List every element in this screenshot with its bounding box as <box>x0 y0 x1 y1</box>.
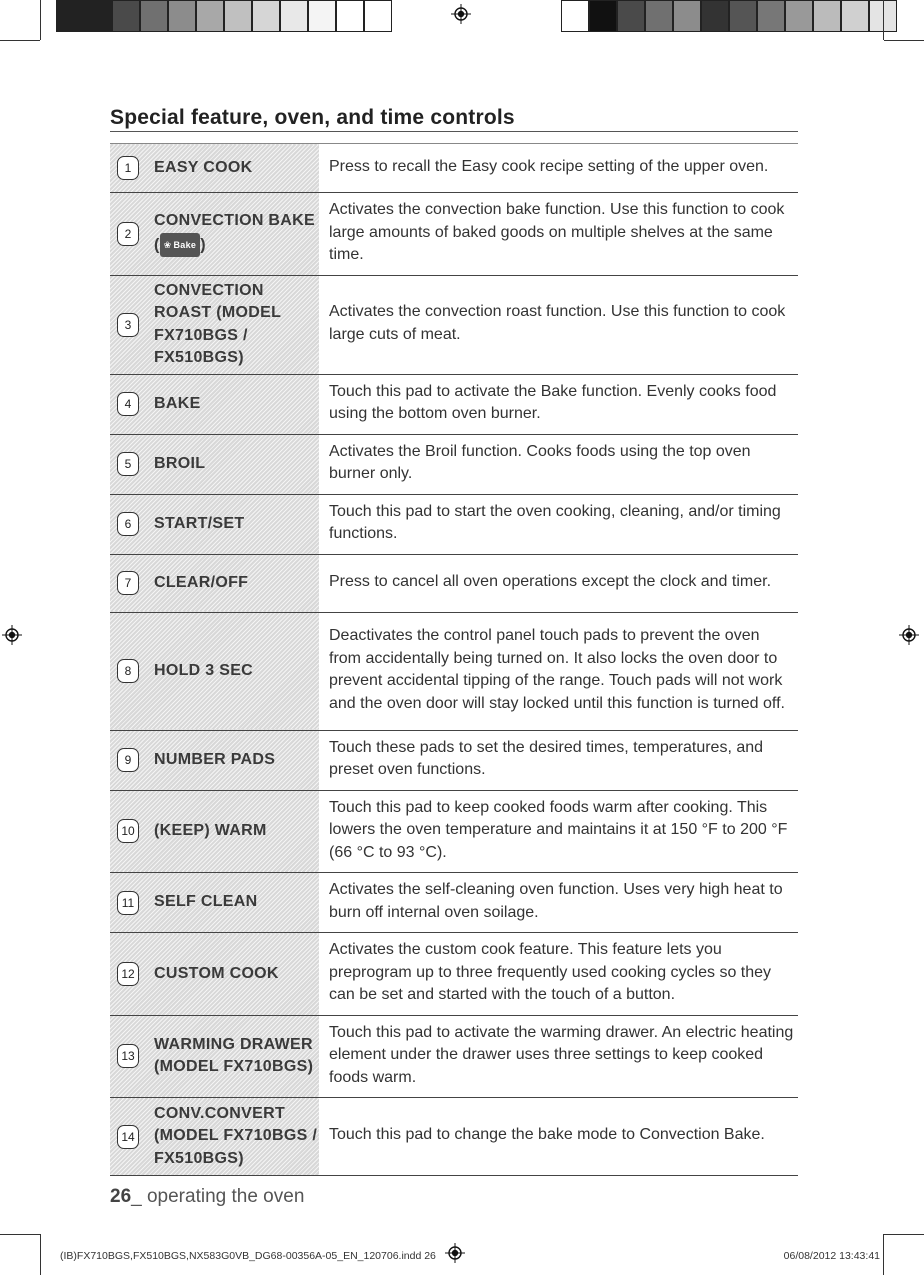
table-row <box>110 612 798 730</box>
control-key <box>110 494 319 554</box>
callout-number: 9 <box>117 748 139 772</box>
color-swatch <box>757 0 785 32</box>
control-label: BAKE <box>154 394 201 412</box>
crop-mark <box>884 40 924 41</box>
control-description: Activates the convection bake function. Use this function to cook large amounts of baked goods on multiple shelves at the same time. <box>319 193 798 276</box>
control-label: CLEAR/OFF <box>154 573 249 591</box>
control-description: Press to recall the Easy cook recipe setting of the upper oven. <box>319 144 798 193</box>
color-swatch <box>336 0 364 32</box>
registration-mark-icon <box>445 1243 465 1263</box>
page-footer <box>110 1186 304 1208</box>
color-swatch <box>168 0 196 32</box>
crop-mark <box>0 1234 40 1235</box>
control-key <box>110 730 319 790</box>
table-row <box>110 275 798 374</box>
callout-number: 3 <box>117 313 139 337</box>
control-label: CONVECTION ROAST (MODEL FX710BGS / FX510BGS) <box>154 281 281 366</box>
crop-mark <box>884 1234 924 1235</box>
color-swatch <box>112 0 140 32</box>
callout-number: 6 <box>117 512 139 536</box>
control-description: Activates the custom cook feature. This feature lets you preprogram up to three frequently used cooking cycles so they can be set and started with the touch of a button. <box>319 933 798 1016</box>
fan-icon: ❀ <box>163 239 172 250</box>
control-label: EASY COOK <box>154 158 253 176</box>
color-swatch <box>196 0 224 32</box>
color-swatch <box>561 0 589 32</box>
table-row <box>110 144 798 193</box>
color-swatch <box>84 0 112 32</box>
control-label: CONV.CONVERT (MODEL FX710BGS / FX510BGS) <box>154 1104 318 1167</box>
color-swatch <box>701 0 729 32</box>
feature-table <box>110 143 798 1176</box>
control-description: Touch this pad to start the oven cooking, cleaning, and/or timing functions. <box>319 494 798 554</box>
control-key <box>110 374 319 434</box>
control-key <box>110 933 319 1016</box>
print-color-bar-right <box>561 0 897 32</box>
title-rule <box>110 131 798 132</box>
color-swatch <box>785 0 813 32</box>
crop-mark <box>40 1234 41 1275</box>
control-key <box>110 1015 319 1098</box>
callout-number: 8 <box>117 659 139 683</box>
table-row <box>110 434 798 494</box>
section-name: _ operating the oven <box>131 1186 305 1207</box>
control-key <box>110 144 319 193</box>
control-description: Activates the self-cleaning oven function. Uses very high heat to burn off internal oven soilage. <box>319 873 798 933</box>
page-title: Special feature, oven, and time controls <box>110 106 515 129</box>
control-label-suffix: ) <box>200 236 206 254</box>
control-label: START/SET <box>154 514 245 532</box>
color-swatch <box>252 0 280 32</box>
slug-date: 06/08/2012 13:43:41 <box>783 1250 880 1262</box>
color-swatch <box>729 0 757 32</box>
control-description: Activates the Broil function. Cooks foods using the top oven burner only. <box>319 434 798 494</box>
crop-mark <box>40 0 41 40</box>
control-label: CUSTOM COOK <box>154 964 279 982</box>
color-swatch <box>841 0 869 32</box>
control-description: Touch this pad to keep cooked foods warm after cooking. This lowers the oven temperature and maintains it at 150 °F to 200 °F (66 °C to 93 °C). <box>319 790 798 873</box>
control-key <box>110 193 319 276</box>
control-description: Touch these pads to set the desired times, temperatures, and preset oven functions. <box>319 730 798 790</box>
color-swatch <box>224 0 252 32</box>
control-description: Activates the convection roast function. Use this function to cook large cuts of meat. <box>319 275 798 374</box>
icon-text: Bake <box>173 239 197 250</box>
crop-mark <box>0 40 40 41</box>
color-swatch <box>617 0 645 32</box>
color-swatch <box>56 0 84 32</box>
control-key <box>110 1098 319 1176</box>
color-swatch <box>673 0 701 32</box>
callout-number: 4 <box>117 392 139 416</box>
page-number: 26 <box>110 1186 132 1207</box>
control-key <box>110 554 319 612</box>
color-swatch <box>645 0 673 32</box>
callout-number: 12 <box>117 962 139 986</box>
color-swatch <box>140 0 168 32</box>
table-row <box>110 374 798 434</box>
control-description: Touch this pad to activate the Bake function. Evenly cooks food using the bottom oven burner. <box>319 374 798 434</box>
control-description: Touch this pad to activate the warming drawer. An electric heating element under the drawer uses three settings to keep cooked foods warm. <box>319 1015 798 1098</box>
control-label-text: CONVECTION BAKE ( <box>154 212 315 254</box>
table-row <box>110 1098 798 1176</box>
table-row <box>110 193 798 276</box>
control-label: SELF CLEAN <box>154 893 258 911</box>
control-label <box>154 210 319 257</box>
crop-mark <box>883 0 884 40</box>
registration-mark-icon <box>451 4 471 24</box>
color-swatch <box>589 0 617 32</box>
crop-mark <box>883 1234 884 1275</box>
callout-number: 11 <box>117 891 139 915</box>
control-description: Press to cancel all oven operations except the clock and timer. <box>319 554 798 612</box>
control-label: HOLD 3 SEC <box>154 661 254 679</box>
control-label: WARMING DRAWER (MODEL FX710BGS) <box>154 1035 314 1076</box>
registration-mark-icon <box>899 625 919 645</box>
color-swatch <box>364 0 392 32</box>
registration-mark-icon <box>2 625 22 645</box>
table-row <box>110 494 798 554</box>
color-swatch <box>813 0 841 32</box>
convection-bake-icon <box>160 233 201 258</box>
callout-number: 5 <box>117 452 139 476</box>
color-swatch <box>280 0 308 32</box>
table-row <box>110 933 798 1016</box>
control-key <box>110 612 319 730</box>
callout-number: 13 <box>117 1044 139 1068</box>
table-row <box>110 554 798 612</box>
control-description: Deactivates the control panel touch pads to prevent the oven from accidentally being turned on. It also locks the oven door to prevent accidental tipping of the range. Touch pads will not work and the oven door will stay locked until this function is turned off. <box>319 612 798 730</box>
table-row <box>110 790 798 873</box>
control-label: (KEEP) WARM <box>154 822 267 839</box>
table-row <box>110 873 798 933</box>
control-description: Touch this pad to change the bake mode to Convection Bake. <box>319 1098 798 1176</box>
control-key <box>110 434 319 494</box>
table-row <box>110 730 798 790</box>
print-color-bar-left <box>56 0 392 32</box>
control-key <box>110 790 319 873</box>
control-label: BROIL <box>154 454 206 472</box>
slug-file: (IB)FX710BGS,FX510BGS,NX583G0VB_DG68-00356A-05_EN_120706.indd 26 <box>60 1250 436 1262</box>
callout-number: 7 <box>117 571 139 595</box>
control-key <box>110 873 319 933</box>
control-key <box>110 275 319 374</box>
control-label: NUMBER PADS <box>154 750 276 768</box>
callout-number: 2 <box>117 222 139 246</box>
callout-number: 1 <box>117 156 139 180</box>
color-swatch <box>308 0 336 32</box>
callout-number: 14 <box>117 1125 139 1149</box>
table-row <box>110 1015 798 1098</box>
callout-number: 10 <box>117 819 139 843</box>
